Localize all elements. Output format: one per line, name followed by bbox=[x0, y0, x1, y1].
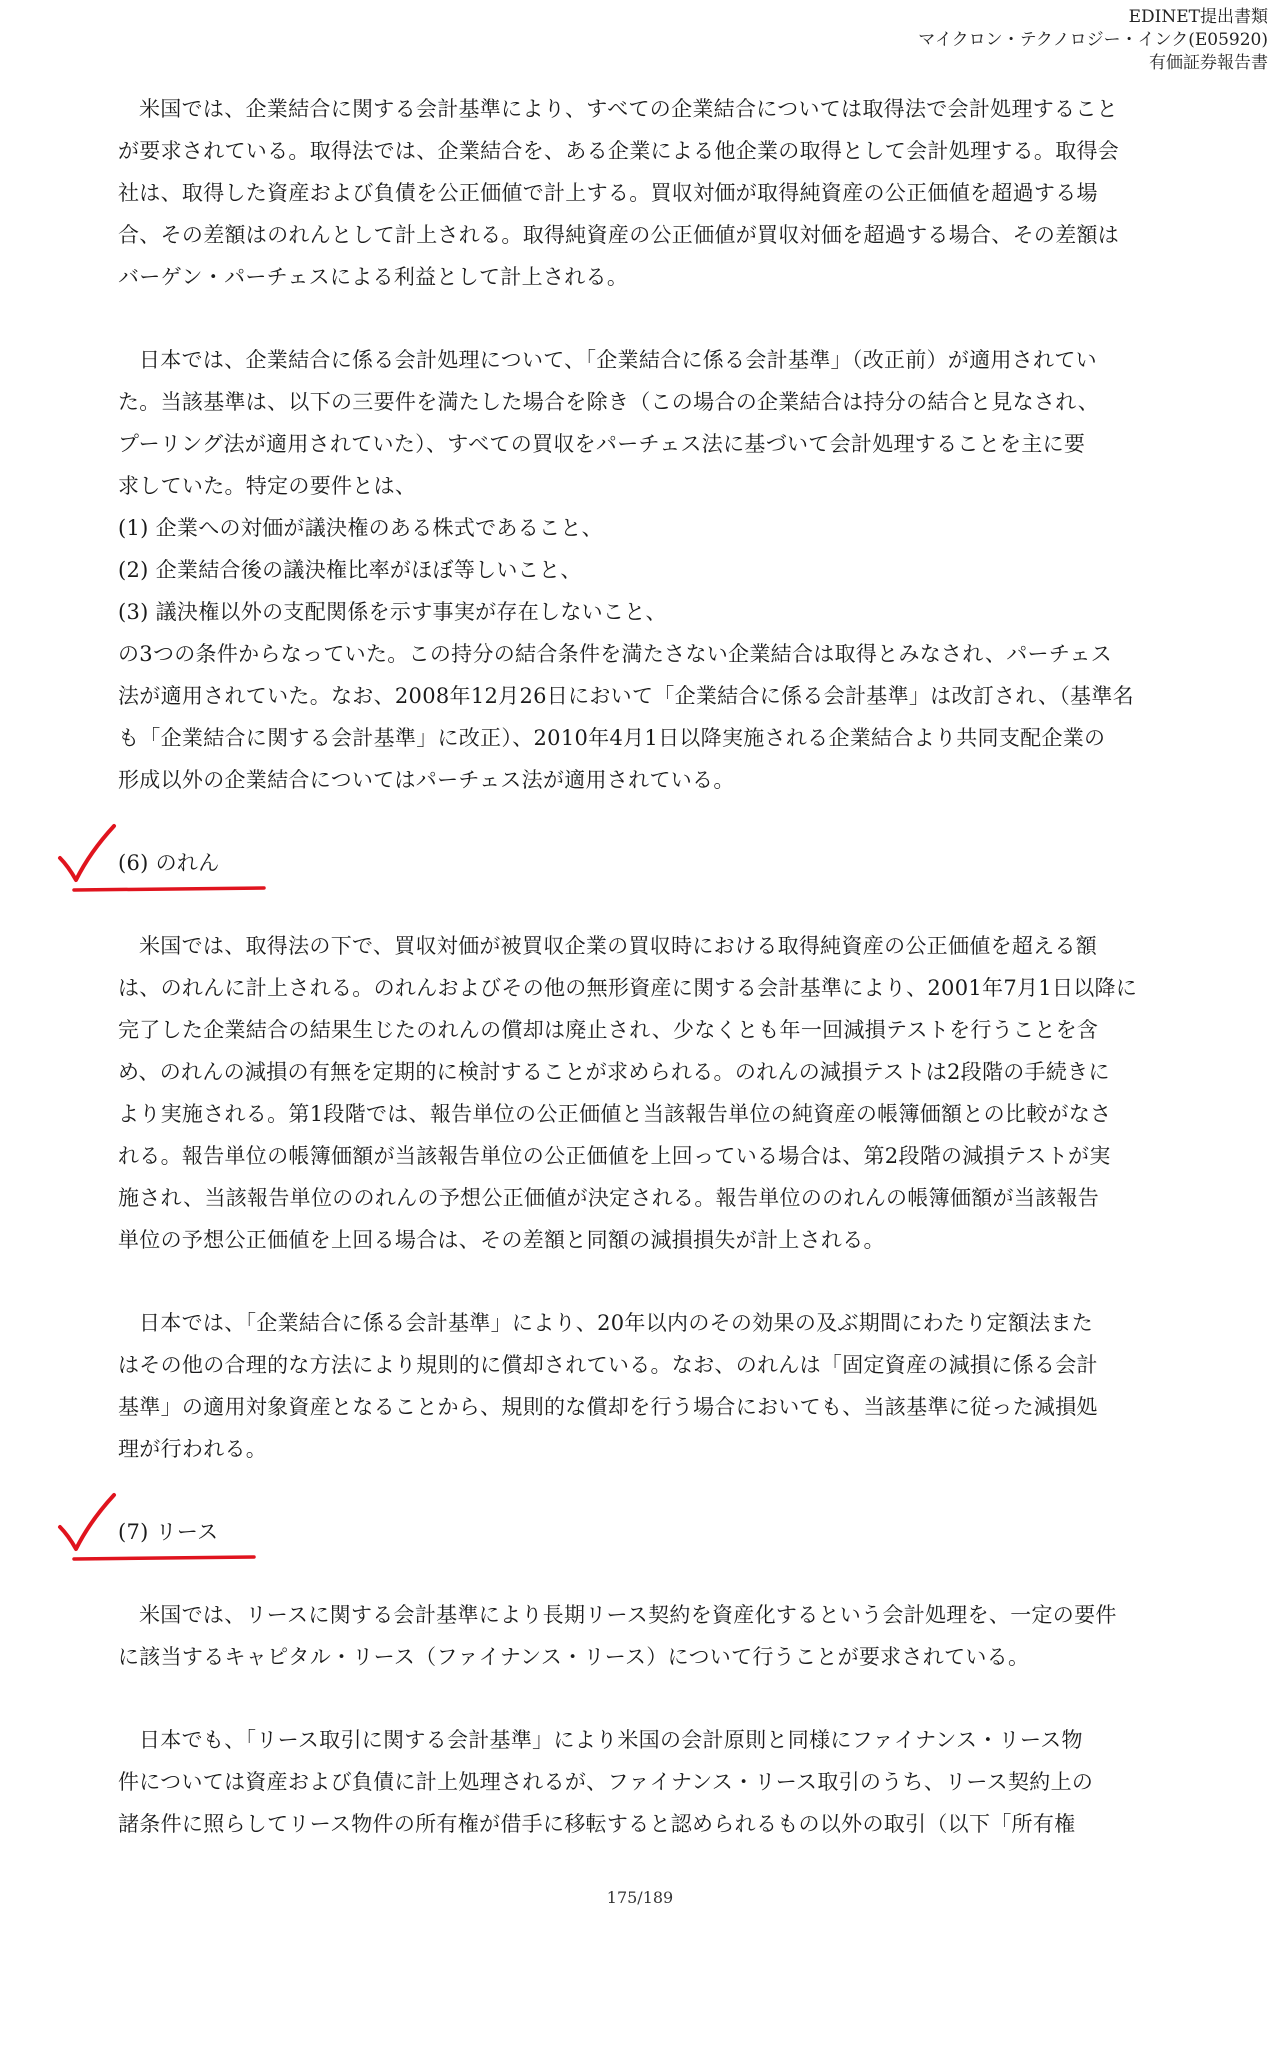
text-line: は、のれんに計上される。のれんおよびその他の無形資産に関する会計基準により、2001年7月1日以降に bbox=[118, 976, 1138, 1000]
paragraph-jp-business-combination bbox=[118, 339, 1170, 801]
text-line: バーゲン・パーチェスによる利益として計上される。 bbox=[118, 265, 629, 289]
paragraph-us-lease bbox=[118, 1594, 1170, 1678]
text-line: 理が行われる。 bbox=[118, 1437, 268, 1461]
section-title: (7) リース bbox=[118, 1520, 219, 1544]
text-line: 米国では、取得法の下で、買収対価が被買収企業の買収時における取得純資産の公正価値を超える額 bbox=[139, 934, 1098, 958]
page-number: 175/189 bbox=[606, 1888, 674, 1907]
text-line: た。当該基準は、以下の三要件を満たした場合を除き（この場合の企業結合は持分の結合と見なされ、 bbox=[118, 390, 1100, 414]
requirement-item-2: (2) 企業結合後の議決権比率がほぼ等しいこと、 bbox=[118, 558, 582, 582]
text-line: 単位の予想公正価値を上回る場合は、その差額と同額の減損損失が計上される。 bbox=[118, 1228, 885, 1252]
text-line: に該当するキャピタル・リース（ファイナンス・リース）について行うことが要求されている。 bbox=[118, 1645, 1030, 1669]
text-line: 基準」の適用対象資産となることから、規則的な償却を行う場合においても、当該基準に従った減損処 bbox=[118, 1395, 1098, 1419]
text-line: 米国では、企業結合に関する会計基準により、すべての企業結合については取得法で会計処理すること bbox=[139, 97, 1118, 121]
requirement-item-1: (1) 企業への対価が議決権のある株式であること、 bbox=[118, 516, 603, 540]
section-heading-goodwill bbox=[118, 842, 1170, 884]
section-heading-lease bbox=[118, 1511, 1170, 1553]
paragraph-jp-lease bbox=[118, 1719, 1170, 1845]
text-line: 合、その差額はのれんとして計上される。取得純資産の公正価値が買収対価を超過する場合、その差額は bbox=[118, 223, 1120, 247]
header-filing-type: EDINET提出書類 bbox=[1128, 7, 1268, 27]
text-line: が要求されている。取得法では、企業結合を、ある企業による他企業の取得として会計処理する。取得会 bbox=[118, 139, 1120, 163]
requirement-item-3: (3) 議決権以外の支配関係を示す事実が存在しないこと、 bbox=[118, 600, 667, 624]
text-line: の3つの条件からなっていた。この持分の結合条件を満たさない企業結合は取得とみなされ、パーチェス bbox=[118, 642, 1113, 666]
text-line: はその他の合理的な方法により規則的に償却されている。なお、のれんは「固定資産の減損に係る会計 bbox=[118, 1353, 1098, 1377]
text-line: れる。報告単位の帳簿価額が当該報告単位の公正価値を上回っている場合は、第2段階の減損テストが実 bbox=[118, 1144, 1111, 1168]
header-report-type: 有価証券報告書 bbox=[1149, 53, 1268, 73]
text-line: も「企業結合に関する会計基準」に改正）、2010年4月1日以降実施される企業結合より共同支配企業の bbox=[118, 726, 1106, 750]
header-company: マイクロン・テクノロジー・インク(E05920) bbox=[918, 30, 1268, 50]
text-line: プーリング法が適用されていた）、すべての買収をパーチェス法に基づいて会計処理することを主に要 bbox=[118, 432, 1086, 456]
text-line: 施され、当該報告単位ののれんの予想公正価値が決定される。報告単位ののれんの帳簿価額が当該報告 bbox=[118, 1186, 1100, 1210]
document-header bbox=[918, 6, 1268, 75]
document-body bbox=[118, 88, 1170, 1886]
text-line: 法が適用されていた。なお、2008年12月26日において「企業結合に係る会計基準」は改訂され、（基準名 bbox=[118, 684, 1134, 708]
text-line: 件については資産および負債に計上処理されるが、ファイナンス・リース取引のうち、リース契約上の bbox=[118, 1770, 1094, 1794]
text-line: 完了した企業結合の結果生じたのれんの償却は廃止され、少なくとも年一回減損テストを行うことを含 bbox=[118, 1018, 1099, 1042]
text-line: 日本では、企業結合に係る会計処理について、「企業結合に係る会計基準」（改正前）が適用されてい bbox=[139, 348, 1097, 372]
paragraph-jp-goodwill bbox=[118, 1302, 1170, 1470]
text-line: 社は、取得した資産および負債を公正価値で計上する。買収対価が取得純資産の公正価値を超過する場 bbox=[118, 181, 1098, 205]
text-line: 求していた。特定の要件とは、 bbox=[118, 474, 417, 498]
section-title: (6) のれん bbox=[118, 851, 220, 875]
text-line: め、のれんの減損の有無を定期的に検討することが求められる。のれんの減損テストは2段階の手続きに bbox=[118, 1060, 1110, 1084]
paragraph-us-goodwill bbox=[118, 925, 1170, 1261]
text-line: より実施される。第1段階では、報告単位の公正価値と当該報告単位の純資産の帳簿価額との比較がなさ bbox=[118, 1102, 1112, 1126]
text-line: 米国では、リースに関する会計基準により長期リース契約を資産化するという会計処理を、一定の要件 bbox=[139, 1603, 1117, 1627]
text-line: 形成以外の企業結合についてはパーチェス法が適用されている。 bbox=[118, 768, 735, 792]
text-line: 日本では、「企業結合に係る会計基準」により、20年以内のその効果の及ぶ期間にわたり定額法また bbox=[139, 1311, 1094, 1335]
paragraph-us-business-combination bbox=[118, 88, 1170, 298]
text-line: 諸条件に照らしてリース物件の所有権が借手に移転すると認められるもの以外の取引（以下「所有権 bbox=[118, 1812, 1076, 1836]
text-line: 日本でも、「リース取引に関する会計基準」により米国の会計原則と同様にファイナンス・リース物 bbox=[139, 1728, 1083, 1752]
